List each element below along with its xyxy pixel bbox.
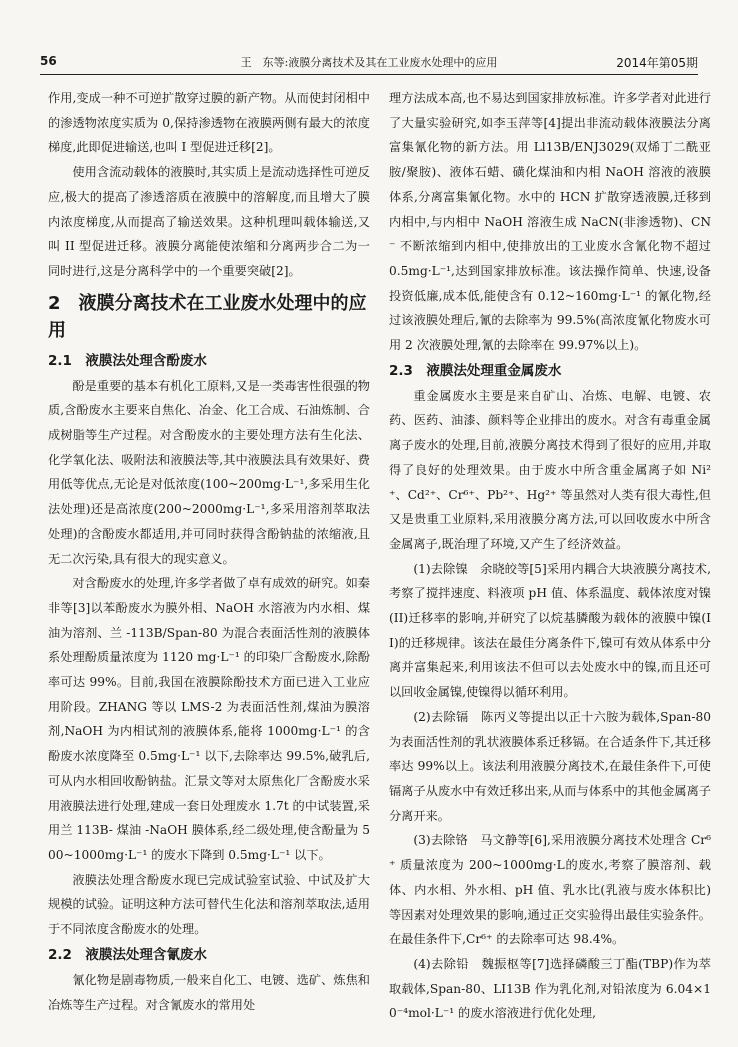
paragraph: 液膜法处理含酚废水现已完成试验室试验、中试及扩大规模的试验。证明这种方法可替代生化法和溶剂萃取法,适用于不同浓度含酚废水的处理。 bbox=[48, 872, 370, 937]
paragraph: 氰化物是剧毒物质,一般来自化工、电镀、选矿、炼焦和冶炼等生产过程。对含氰废水的常用处 bbox=[48, 972, 370, 1012]
right-column bbox=[389, 86, 711, 1026]
subsection-heading: 2.2 液膜法处理含氰废水 bbox=[48, 946, 207, 963]
paragraph: 作用,变成一种不可逆扩散穿过膜的新产物。从而使封闭相中的渗透物浓度实质为 0,保持渗透物在液膜两侧有最大的浓度梯度,此即促进输送,也叫 I 型促进迁移[2]。 bbox=[48, 91, 370, 155]
section-heading: 2 液膜分离技术在工业废水处理中的应用 bbox=[48, 292, 367, 341]
paragraph: (1)去除镍 余晓皎等[5]采用内耦合大块液膜分离技术,考察了搅拌速度、料液项 pH 值、体系温度、载体浓度对镍(II)迁移率的影响,并研究了以烷基膦酸为载体的液膜中镍(II)的迁移规律。该法在最佳分离条件下,镍可有效从体系中分离并富集起来,利用该法不但可以去处废水中的镍,而且还可以回收金属镍,使镍得以循环利用。 bbox=[389, 561, 711, 700]
subsection-heading: 2.3 液膜法处理重金属废水 bbox=[389, 362, 562, 379]
subsection-heading: 2.1 液膜法处理含酚废水 bbox=[48, 352, 207, 369]
paragraph: 理方法成本高,也不易达到国家排放标准。许多学者对此进行了大量实验研究,如李玉萍等[4]提出非流动载体液膜法分离富集氰化物的新方法。用 Ll13B/ENJ3029(双烯丁二酰亚胺/聚胺)、液体石蜡、磺化煤油和内相 NaOH 溶液的液膜体系,分离富集氰化物。水中的 HCN 扩散穿透液膜,迁移到内相中,与内相中 NaOH 溶液生成 NaCN(非渗透物)、CN⁻ 不断浓缩到内相中,使排放出的工业废水含氰化物不超过 0.5mg·L⁻¹,达到国家排放标准。该法操作简单、快速,设备投资低廉,成本低,能使含有 0.12~160mg·L⁻¹ 的氰化物,经过该液膜处理后,氰的去除率为 99.5%(高浓度氰化物废水可用 2 次液膜处理,氰的去除率在 99.97%以上)。 bbox=[389, 91, 711, 353]
paragraph: 使用含流动载体的液膜时,其实质上是流动选择性可逆反应,极大的提高了渗透溶质在液膜中的溶解度,而且增大了膜内浓度梯度,从而提高了输送效果。这种机理叫载体输送,又叫 II 型促进迁移。液膜分离能使浓缩和分离两步合二为一同时进行,这是分离科学中的一个重要突破[2]。 bbox=[48, 165, 370, 278]
paragraph: 对含酚废水的处理,许多学者做了卓有成效的研究。如秦非等[3]以苯酚废水为膜外相、NaOH 水溶液为内水相、煤油为溶剂、兰 -113B/Span-80 为混合表面活性剂的液膜体系处理酚质量浓度为 1120 mg·L⁻¹ 的印染厂含酚废水,除酚率可达 99%。目前,我国在液膜除酚技术方面已进入工业应用阶段。ZHANG 等以 LMS-2 为表面活性剂,煤油为膜溶剂,NaOH 为内相试剂的液膜体系,能将 1000mg·L⁻¹ 的含酚废水浓度降至 0.5mg·L⁻¹ 以下,去除率达 99.5%,破乳后,可从内水相回收酚钠盐。汇景文等对太原焦化厂含酚废水采用液膜法进行处理,建成一套日处理废水 1.7t 的中试装置,采用兰 113B- 煤油 -NaOH 膜体系,经二级处理,使含酚量为 500~1000mg·L⁻¹ 的废水下降到 0.5mg·L⁻¹ 以下。 bbox=[48, 576, 370, 862]
paragraph: (3)去除铬 马文静等[6],采用液膜分离技术处理含 Cr⁶⁺ 质量浓度为 200~1000mg·L的废水,考察了膜溶剂、载体、内水相、外水相、pH 值、乳水比(乳液与废水体积比)等因素对处理效果的影响,通过正交实验得出最佳实验条件。在最佳条件下,Cr⁶⁺ 的去除率可达 98.4%。 bbox=[389, 833, 711, 947]
paragraph: 酚是重要的基本有机化工原料,又是一类毒害性很强的物质,含酚废水主要来自焦化、冶金、化工合成、石油炼制、合成树脂等生产过程。对含酚废水的主要处理方法有生化法、化学氧化法、吸附法和液膜法等,其中液膜法具有效果好、费用低等优点,无论是对低浓度(100~200mg·L⁻¹,多采用生化法处理)还是高浓度(200~2000mg·L⁻¹,多采用溶剂萃取法处理)的含酚废水都适用,并可同时获得含酚钠盐的浓缩液,且无二次污染,具有很大的现实意义。 bbox=[48, 378, 370, 566]
paragraph: (2)去除镉 陈丙义等提出以正十六胺为载体,Span-80 为表面活性剂的乳状液膜体系迁移镉。在合适条件下,其迁移率达 99%以上。该法利用液膜分离技术,在最佳条件下,可使镉离子从废水中有效迁移出来,从而与体系中的其他金属离子分离开来。 bbox=[389, 709, 711, 823]
page-number: 56 bbox=[40, 54, 57, 68]
running-header bbox=[40, 50, 698, 75]
running-title: 王 东等:液膜分离技术及其在工业废水处理中的应用 bbox=[240, 56, 498, 69]
paragraph: 重金属废水主要是来自矿山、冶炼、电解、电镀、农药、医药、油漆、颜料等企业排出的废水。对含有毒重金属离子废水的处理,目前,液膜分离技术得到了很好的应用,并取得了良好的处理效果。由于废水中所含重金属离子如 Ni²⁺、Cd²⁺、Cr⁶⁺、Pb²⁺、Hg²⁺ 等虽然对人类有很大毒性,但又是贵重工业原料,采用液膜分离方法,可以回收废水中所含金属离子,既治理了环境,又产生了经济效益。 bbox=[389, 388, 711, 551]
paragraph: (4)去除铅 魏振枢等[7]选择磷酸三丁酯(TBP)作为萃取载体,Span-80、LI13B 作为乳化剂,对铅浓度为 6.04×10⁻⁴mol·L⁻¹ 的废水溶液进行优化处理, bbox=[389, 956, 711, 1021]
left-column bbox=[48, 86, 370, 1017]
issue-label: 2014年第05期 bbox=[616, 56, 698, 70]
